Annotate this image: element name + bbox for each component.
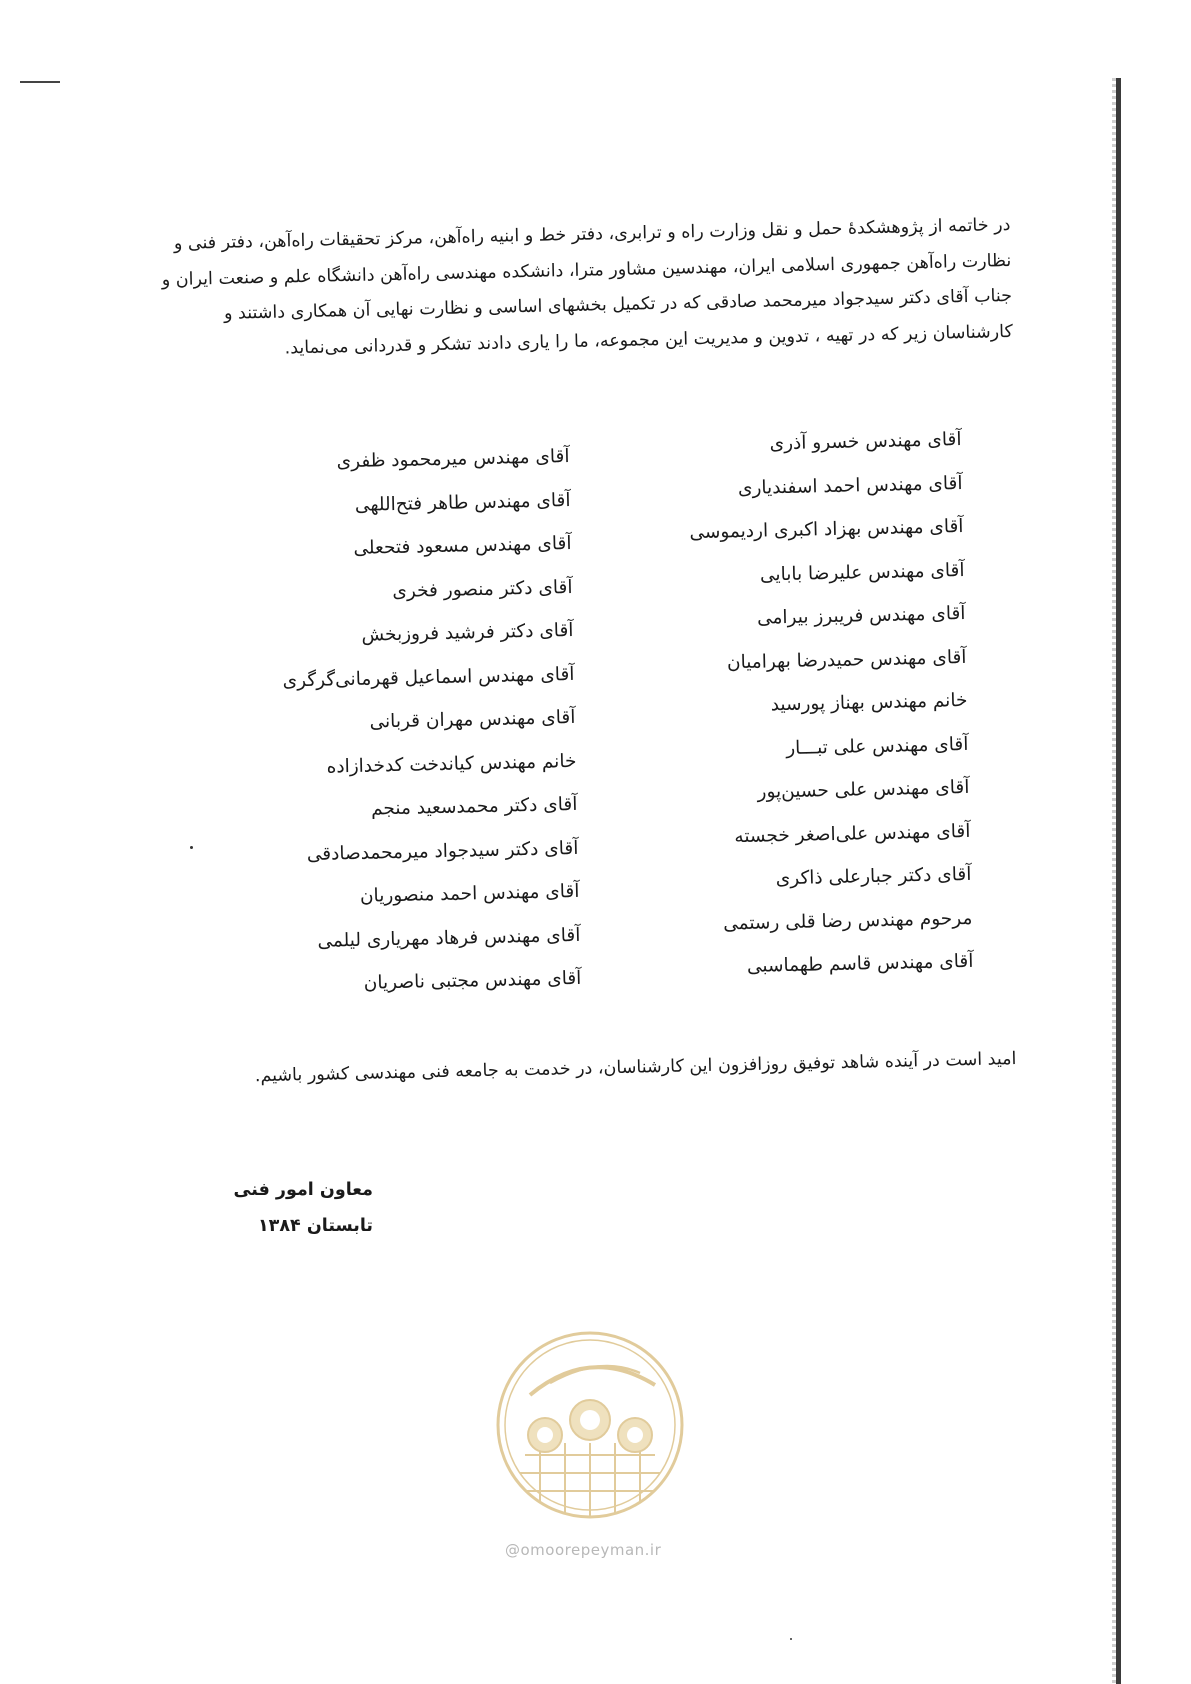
list-item: آقای مهندس علی‌اصغر خجسته <box>734 820 971 847</box>
list-item: آقای مهندس مجتبی ناصریان <box>363 967 582 994</box>
list-item: آقای دکتر محمدسعید منجم <box>370 793 578 820</box>
signature-date: تابستان ۱۳۸۴ <box>258 1216 373 1236</box>
list-item: آقای مهندس فرهاد مهریاری لیلمی <box>317 924 581 952</box>
list-item: آقای دکتر سیدجواد میرمحمدصادقی <box>306 837 579 865</box>
list-item: آقای مهندس علیرضا بابایی <box>759 559 965 586</box>
intro-line: نظارت راه‌آهن جمهوری اسلامی ایران، مهندسین مشاور مترا، دانشکده مهندسی راه‌آهن دانشگاه علم و صنعت ایران و <box>161 250 1012 290</box>
signature-office: معاون امور فنی <box>233 1180 373 1200</box>
names-list-left <box>229 435 582 1008</box>
list-item: آقای مهندس علی حسین‌پور <box>757 776 970 803</box>
list-item: آقای مهندس احمد منصوریان <box>359 880 580 907</box>
scan-mark <box>20 81 60 83</box>
list-item: آقای مهندس علی تبـــار <box>786 733 969 759</box>
scan-edge <box>1116 78 1121 1684</box>
list-item: آقای مهندس قاسم طهماسبی <box>746 950 974 977</box>
list-item: آقای مهندس خسرو آذری <box>769 428 962 455</box>
list-item: مرحوم مهندس رضا قلی رستمی <box>722 907 973 935</box>
list-item: خانم مهندس بهناز پورسید <box>770 689 968 716</box>
list-item: آقای مهندس حمیدرضا بهرامیان <box>726 646 967 673</box>
names-list-right <box>631 418 974 991</box>
list-item: آقای مهندس طاهر فتح‌اللهی <box>354 489 571 516</box>
scan-speck <box>190 846 193 849</box>
watermark-logo <box>490 1325 690 1530</box>
intro-line: در خاتمه از پژوهشکدۀ حمل و نقل وزارت راه و ترابری، دفتر خط و ابنیه راه‌آهن، مرکز تحقیقات راه‌آهن، دفتر فنی و <box>173 214 1011 254</box>
scan-speck <box>790 1638 792 1640</box>
list-item: آقای دکتر جبارعلی ذاکری <box>775 863 972 890</box>
list-item: خانم مهندس کیاندخت کدخدازاده <box>326 750 577 778</box>
watermark-site: @omoorepeyman.ir <box>505 1541 662 1559</box>
closing-paragraph <box>216 1042 1017 1094</box>
list-item: آقای مهندس اسماعیل قهرمانی‌گرگری <box>282 663 575 692</box>
list-item: آقای مهندس بهزاد اکبری اردیموسی <box>689 515 964 544</box>
closing-line: امید است در آینده شاهد توفیق روزافزون این کارشناسان، در خدمت به جامعه فنی مهندسی کشور باشیم. <box>254 1048 1017 1087</box>
list-item: آقای مهندس میرمحمود ظفری <box>336 445 570 473</box>
list-item: آقای دکتر فرشید فروزبخش <box>361 619 574 646</box>
list-item: آقای مهندس مسعود فتحعلی <box>353 532 572 559</box>
intro-line: جناب آقای دکتر سیدجواد میرمحمد صادقی که در تکمیل بخشهای اساسی و نظارت نهایی آن همکاری داشتند و <box>223 285 1013 324</box>
list-item: آقای مهندس فریبرز بیرامی <box>756 602 966 629</box>
intro-paragraph <box>130 208 1013 370</box>
list-item: آقای مهندس احمد اسفندیاری <box>737 472 963 499</box>
intro-line: کارشناسان زیر که در تهیه ، تدوین و مدیریت این مجموعه، ما را یاری دادند تشکر و قدردانی می‌نماید. <box>284 321 1014 358</box>
list-item: آقای مهندس مهران قربانی <box>369 706 576 733</box>
signature-block <box>234 1172 373 1244</box>
list-item: آقای دکتر منصور فخری <box>392 576 573 602</box>
